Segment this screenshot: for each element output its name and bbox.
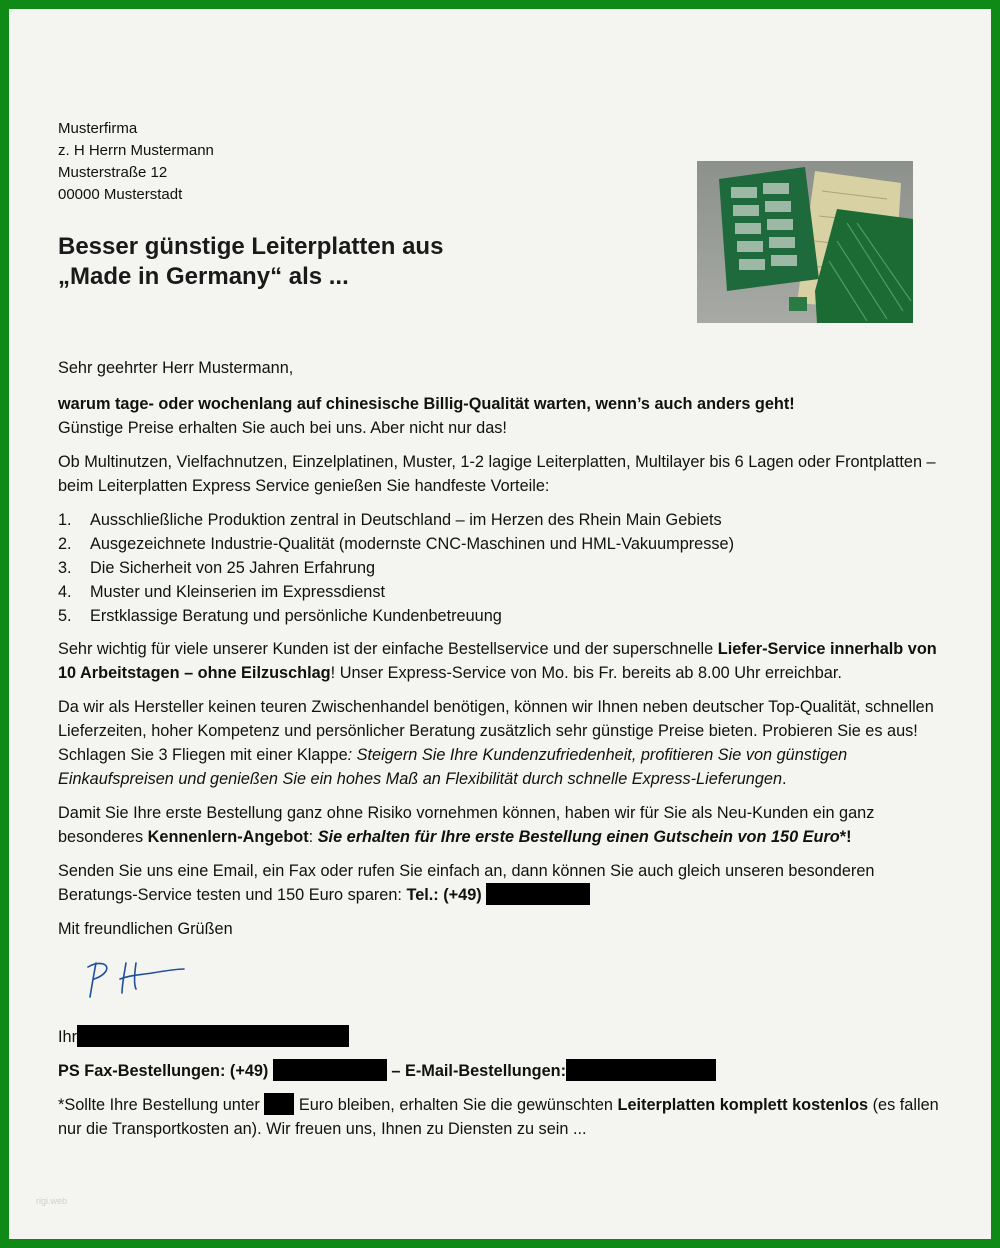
headline-line-1: Besser günstige Leiterplatten aus [58, 233, 444, 260]
letter-body [58, 356, 948, 1151]
contact-paragraph [58, 859, 948, 907]
watermark: rigi.web [36, 1196, 68, 1206]
recipient-address [58, 118, 214, 206]
list-number: 1. [58, 511, 72, 529]
address-line: z. H Herrn Mustermann [58, 142, 214, 159]
headline-line-2: „Made in Germany“ als ... [58, 263, 349, 290]
footnote-text-3: (es fallen nur die Transportkosten an). Wir freuen uns, Ihnen zu Diensten zu sein ... [58, 1096, 939, 1138]
list-text: Muster und Kleinserien im Expressdienst [90, 583, 386, 601]
address-line: Musterstraße 12 [58, 164, 168, 181]
sender-prefix: Ihr [58, 1028, 78, 1046]
price-paragraph [58, 695, 948, 791]
list-text: Ausgezeichnete Industrie-Qualität (modernste CNC-Maschinen und HML-Vakuumpresse) [90, 535, 734, 553]
signature [80, 957, 948, 1003]
products-paragraph: Ob Multinutzen, Vielfachnutzen, Einzelplatinen, Muster, 1-2 lagige Leiterplatten, Multilayer bis 6 Lagen oder Frontplatten – beim Leiterplatten Express Service genießen Sie handfeste Vorteile: [58, 453, 936, 495]
redacted-email [566, 1059, 716, 1081]
footnote-bold: Leiterplatten komplett kostenlos [617, 1096, 869, 1114]
price-end: . [782, 770, 787, 788]
contact-text: Senden Sie uns eine Email, ein Fax oder rufen Sie einfach an, dann können Sie auch gleich unseren besonderen Beratungs-Service testen und 150 Euro sparen: [58, 862, 875, 904]
ps-line [58, 1059, 948, 1083]
list-text: Erstklassige Beratung und persönliche Kundenbetreuung [90, 607, 502, 625]
address-line: Musterfirma [58, 120, 138, 137]
footnote [58, 1093, 948, 1141]
ps-fax-label: PS Fax-Bestellungen: (+49) [58, 1062, 269, 1080]
price-italic: : Steigern Sie Ihre Kundenzufriedenheit, profitieren Sie von günstigen Einkaufspreisen und genießen Sie ein hohes Maß an Flexibilität durch schnelle Express-Lieferungen [58, 746, 848, 788]
service-paragraph [58, 637, 948, 685]
phone-label: Tel.: (+49) [406, 886, 482, 904]
redacted-phone [486, 883, 590, 905]
list-number: 5. [58, 607, 72, 625]
benefits-list [58, 508, 948, 628]
list-number: 2. [58, 535, 72, 553]
circuit-boards-image [697, 161, 913, 323]
circuit-boards-photo [697, 161, 913, 323]
lead-bold: warum tage- oder wochenlang auf chinesische Billig-Qualität warten, wenn’s auch anders geht! [58, 395, 795, 413]
service-text: Sehr wichtig für viele unserer Kunden ist der einfache Bestellservice und der superschnelle [58, 640, 718, 658]
handwritten-signature [80, 957, 190, 1003]
ps-mail-label: – E-Mail-Bestellungen: [386, 1062, 567, 1080]
offer-text: Damit Sie Ihre erste Bestellung ganz ohne Risiko vornehmen können, haben wir für Sie als Neu-Kunden ein ganz besonderes [58, 804, 875, 846]
list-item [58, 508, 948, 532]
price-text: Da wir als Hersteller keinen teuren Zwischenhandel benötigen, können wir Ihnen neben deutscher Top-Qualität, schnellen Lieferzeiten, hoher Kompetenz und persönlicher Beratung zusätzlich sehr günstige Preise bieten. Probieren Sie es aus! Schlagen Sie 3 Fliegen mit einer Klappe [58, 698, 934, 764]
service-text-end: ! Unser Express-Service von Mo. bis Fr. bereits ab 8.00 Uhr erreichbar. [330, 664, 842, 682]
list-number: 4. [58, 583, 72, 601]
address-line: 00000 Musterstadt [58, 186, 183, 203]
redacted-fax [273, 1059, 387, 1081]
list-text: Ausschließliche Produktion zentral in Deutschland – im Herzen des Rhein Main Gebiets [90, 511, 722, 529]
offer-colon: : [308, 828, 318, 846]
closing: Mit freundlichen Grüßen [58, 920, 233, 938]
footnote-text-2: Euro bleiben, erhalten Sie die gewünschten [294, 1096, 618, 1114]
headline [58, 232, 443, 292]
greeting: Sehr geehrter Herr Mustermann, [58, 359, 294, 377]
list-item [58, 556, 948, 580]
list-item [58, 532, 948, 556]
sender-line [58, 1025, 948, 1049]
footnote-text: *Sollte Ihre Bestellung unter [58, 1096, 265, 1114]
list-text: Die Sicherheit von 25 Jahren Erfahrung [90, 559, 376, 577]
offer-star: *! [839, 828, 852, 846]
service-bold: Liefer-Service innerhalb von 10 Arbeitstagen – ohne Eilzuschlag [58, 640, 937, 682]
lead-text: Günstige Preise erhalten Sie auch bei uns. Aber nicht nur das! [58, 419, 507, 437]
lead-paragraph [58, 392, 948, 440]
redacted-amount [264, 1093, 294, 1115]
offer-bold: Kennenlern-Angebot [147, 828, 309, 846]
offer-bold-italic: Sie erhalten für Ihre erste Bestellung einen Gutschein von 150 Euro [317, 828, 840, 846]
redacted-sender-name [77, 1025, 349, 1047]
list-item [58, 604, 948, 628]
list-item [58, 580, 948, 604]
list-number: 3. [58, 559, 72, 577]
offer-paragraph [58, 801, 948, 849]
